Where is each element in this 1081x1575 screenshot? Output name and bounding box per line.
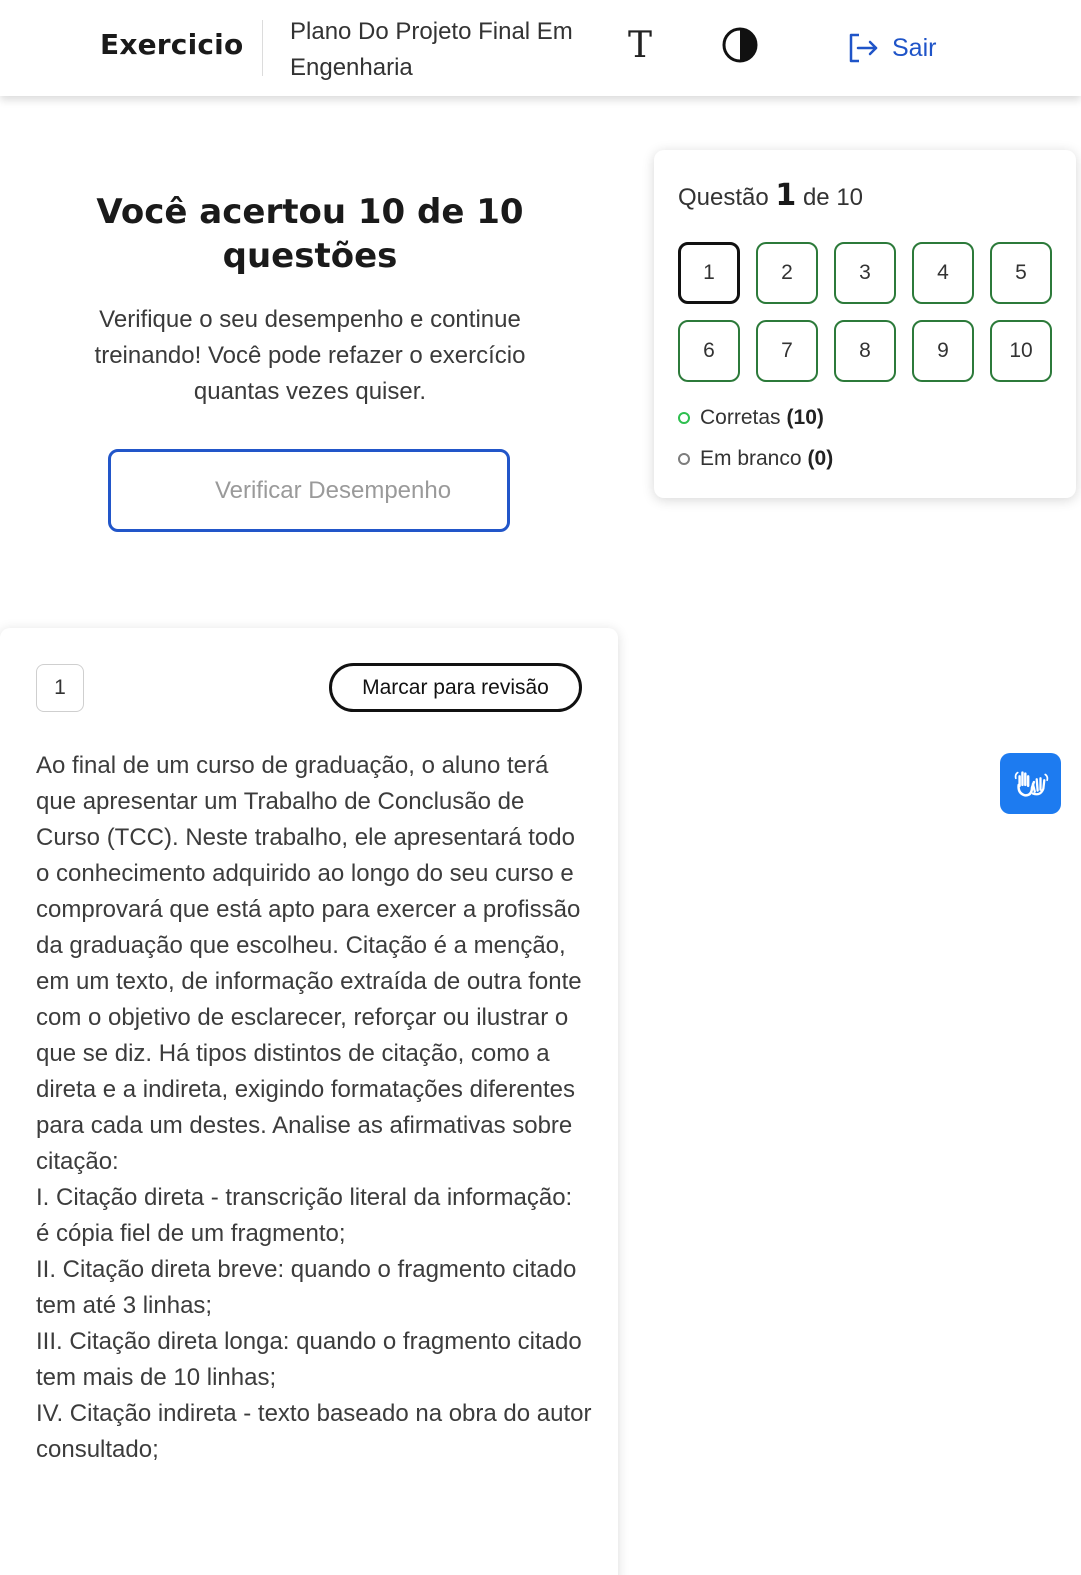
course-title: Plano Do Projeto Final Em Engenharia [290,18,573,81]
result-title: Você acertou 10 de 10 questões [96,192,524,276]
legend-blank [678,447,833,471]
font-size-icon[interactable]: T [627,25,652,66]
question-button-4[interactable]: 4 [912,242,974,304]
statement-item-4: IV. Citação indireta - texto baseado na obra do autor consultado; [36,1400,592,1463]
app-title: Exercicio [100,28,244,61]
statement-item-3: III. Citação direta longa: quando o fragmento citado tem mais de 10 linhas; [36,1328,582,1391]
question-number-badge: 1 [36,664,84,712]
logout-label: Sair [892,33,937,62]
blank-dot-icon [678,453,690,465]
header-divider [262,20,263,76]
navigator-prefix: Questão [678,184,769,211]
legend-correct-count: (10) [786,406,824,429]
statement-paragraph: Ao final de um curso de graduação, o aluno terá que apresentar um Trabalho de Conclusão de Curso (TCC). Neste trabalho, ele apresentará todo o conhecimento adquirido ao longo do seu curso e comprovará que está apto para exercer a profissão da graduação que escolheu. Citação é a menção, em um texto, de informação extraída de outra fonte com o objetivo de esclarecer, reforçar ou ilustrar o que se diz. Há tipos distintos de citação, como a direta e a indireta, exigindo formatações diferentes para cada um destes. Analise as afirmativas sobre citação: [36,752,582,1175]
result-text: Verifique o seu desempenho e continue treinando! Você pode refazer o exercício quantas vezes quiser. [94,306,526,405]
verify-performance-button[interactable]: Verificar Desempenho [108,449,510,532]
question-navigator [654,150,1076,498]
navigator-header [678,178,863,213]
statement-item-2: II. Citação direta breve: quando o fragmento citado tem até 3 linhas; [36,1256,577,1319]
legend-blank-label: Em branco [700,447,802,470]
navigator-legend [678,406,833,488]
correct-dot-icon [678,412,690,424]
question-button-8[interactable]: 8 [834,320,896,382]
question-button-7[interactable]: 7 [756,320,818,382]
logout-icon [846,31,880,65]
question-button-6[interactable]: 6 [678,320,740,382]
question-statement [36,748,592,1468]
question-button-3[interactable]: 3 [834,242,896,304]
logout-button[interactable] [846,30,936,66]
current-question-number: 1 [775,178,797,213]
question-button-1[interactable]: 1 [678,242,740,304]
libras-accessibility-button[interactable] [1000,753,1061,814]
question-button-9[interactable]: 9 [912,320,974,382]
result-section [60,190,560,410]
question-button-10[interactable]: 10 [990,320,1052,382]
question-button-2[interactable]: 2 [756,242,818,304]
legend-correct-label: Corretas [700,406,781,429]
question-grid [678,242,1058,382]
statement-item-1: I. Citação direta - transcrição literal da informação: é cópia fiel de um fragmento; [36,1184,573,1247]
contrast-icon[interactable] [721,26,759,64]
legend-blank-count: (0) [807,447,834,470]
question-button-5[interactable]: 5 [990,242,1052,304]
mark-for-review-button[interactable]: Marcar para revisão [329,663,582,712]
legend-correct [678,406,833,430]
top-header [0,0,1081,96]
sign-language-hands-icon [1012,765,1050,803]
navigator-suffix: de 10 [802,184,864,211]
question-card [0,628,618,1575]
